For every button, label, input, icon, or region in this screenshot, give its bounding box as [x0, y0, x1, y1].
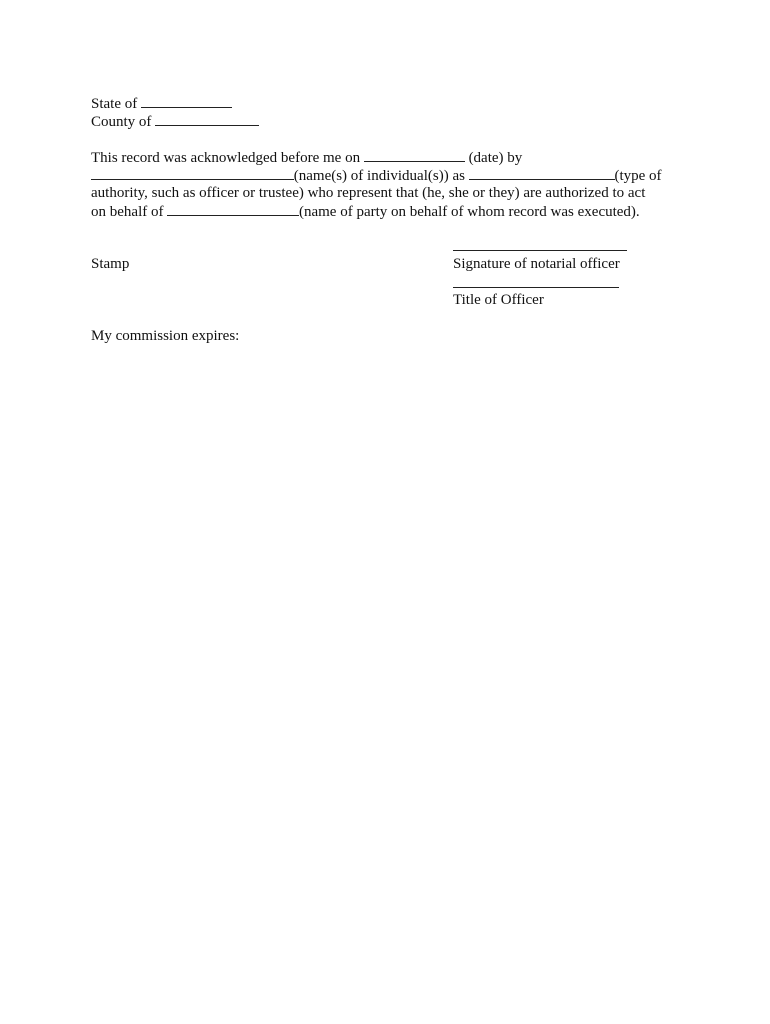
- county-blank[interactable]: [155, 112, 259, 126]
- commission-label: My commission expires:: [91, 328, 240, 344]
- county-label: County of: [91, 114, 152, 130]
- individuals-blank[interactable]: [91, 166, 294, 180]
- stamp-label: Stamp: [91, 256, 130, 272]
- ack-line-1: [91, 148, 522, 167]
- ack-line-2-suffix: (type of: [614, 168, 662, 184]
- state-blank[interactable]: [141, 94, 232, 108]
- signature-label: Signature of notarial officer: [453, 256, 620, 272]
- ack-line-3-text: authority, such as officer or trustee) who represent that (he, she or they) are authorized to act: [91, 185, 646, 201]
- state-line: [91, 94, 232, 113]
- title-label: Title of Officer: [453, 292, 544, 308]
- ack-line-1-suffix: (date) by: [468, 150, 523, 166]
- ack-line-3: [91, 184, 645, 202]
- party-blank[interactable]: [167, 202, 299, 216]
- ack-line-4-suffix: (name of party on behalf of whom record was executed).: [298, 204, 640, 220]
- state-label: State of: [91, 96, 138, 112]
- ack-line-4-prefix: on behalf of: [91, 204, 164, 220]
- signature-line[interactable]: [453, 250, 627, 251]
- authority-type-blank[interactable]: [469, 166, 615, 180]
- county-line: [91, 112, 259, 131]
- title-line[interactable]: [453, 287, 619, 288]
- ack-line-4: [91, 202, 640, 221]
- date-blank[interactable]: [364, 148, 465, 162]
- ack-line-1-prefix: This record was acknowledged before me on: [91, 150, 361, 166]
- ack-line-2-mid: (name(s) of individual(s)) as: [293, 168, 465, 184]
- ack-line-2: [91, 166, 662, 185]
